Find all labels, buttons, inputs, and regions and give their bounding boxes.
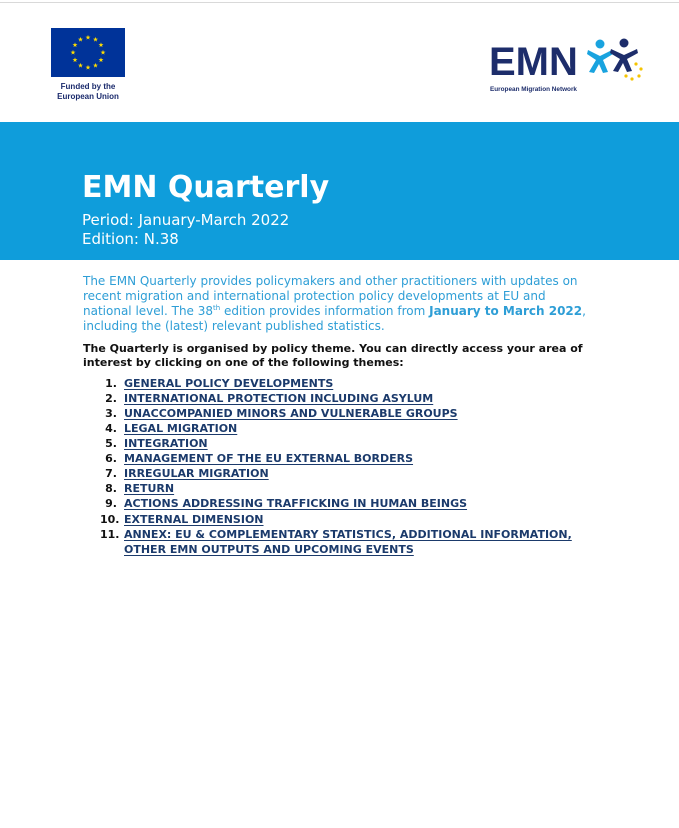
eu-funding-caption — [40, 82, 136, 102]
theme-number: 5. — [105, 437, 117, 450]
theme-link-label: MANAGEMENT OF THE EU EXTERNAL BORDERS — [124, 452, 414, 465]
edition-label: Edition: N.38 — [82, 230, 179, 248]
theme-number: 7. — [105, 467, 117, 480]
intro-line — [83, 304, 603, 319]
theme-number: 8. — [105, 482, 117, 495]
theme-number: 9. — [105, 497, 117, 510]
theme-link[interactable] — [124, 527, 572, 557]
theme-link[interactable] — [124, 421, 237, 436]
eu-caption-line2: European Union — [57, 92, 119, 101]
emn-wordmark: EMN — [489, 40, 578, 84]
eu-flag-logo — [51, 28, 125, 77]
title-banner — [0, 122, 679, 260]
theme-link-label: ANNEX: EU & COMPLEMENTARY STATISTICS, ADDITIONAL INFORMATION, — [124, 528, 572, 541]
theme-link-label: GENERAL POLICY DEVELOPMENTS — [124, 377, 334, 390]
theme-link[interactable] — [124, 512, 264, 527]
theme-number: 3. — [105, 407, 117, 420]
themes-lead-text — [83, 342, 623, 370]
theme-link-label: ACTIONS ADDRESSING TRAFFICKING IN HUMAN BEINGS — [124, 497, 468, 510]
theme-link-label: INTEGRATION — [124, 437, 208, 450]
intro-paragraph — [83, 274, 603, 334]
eu-stars-icon — [51, 28, 125, 77]
document-title: EMN Quarterly — [82, 170, 330, 205]
theme-number: 11. — [100, 528, 120, 541]
lead-line: interest by clicking on one of the following themes: — [83, 356, 404, 369]
theme-number: 10. — [100, 513, 120, 526]
intro-text: national level. The 38 — [83, 304, 214, 318]
intro-text: edition provides information from — [220, 304, 430, 318]
emn-subtitle: European Migration Network — [490, 86, 577, 93]
theme-link[interactable] — [124, 496, 467, 511]
theme-link[interactable] — [124, 451, 413, 466]
intro-line: The EMN Quarterly provides policymakers and other practitioners with updates on — [83, 274, 578, 288]
theme-number: 4. — [105, 422, 117, 435]
theme-link-label: INTERNATIONAL PROTECTION INCLUDING ASYLUM — [124, 392, 434, 405]
emn-figures-icon — [586, 38, 644, 82]
eu-caption-line1: Funded by the — [60, 82, 116, 91]
theme-link[interactable] — [124, 466, 269, 481]
theme-number: 2. — [105, 392, 117, 405]
ordinal-suffix: th — [213, 304, 221, 312]
intro-line: recent migration and international protection policy developments at EU and — [83, 289, 546, 303]
theme-link-label: UNACCOMPANIED MINORS AND VULNERABLE GROUPS — [124, 407, 458, 420]
theme-number: 6. — [105, 452, 117, 465]
theme-link[interactable] — [124, 406, 458, 421]
theme-number: 1. — [105, 377, 117, 390]
theme-link[interactable] — [124, 481, 174, 496]
theme-link[interactable] — [124, 391, 433, 406]
intro-text: , — [582, 304, 586, 318]
theme-link[interactable] — [124, 376, 333, 391]
date-range-highlight: January to March 2022 — [429, 304, 583, 318]
theme-link-label: EXTERNAL DIMENSION — [124, 513, 264, 526]
theme-link[interactable] — [124, 436, 208, 451]
theme-link-label: RETURN — [124, 482, 175, 495]
emn-logo — [489, 38, 649, 98]
top-rule — [0, 2, 679, 3]
period-label: Period: January-March 2022 — [82, 211, 290, 229]
theme-link-label: IRREGULAR MIGRATION — [124, 467, 269, 480]
theme-link-label: LEGAL MIGRATION — [124, 422, 238, 435]
intro-line: including the (latest) relevant published statistics. — [83, 319, 385, 333]
theme-link-label: OTHER EMN OUTPUTS AND UPCOMING EVENTS — [124, 543, 414, 556]
lead-line: The Quarterly is organised by policy theme. You can directly access your area of — [83, 342, 583, 355]
